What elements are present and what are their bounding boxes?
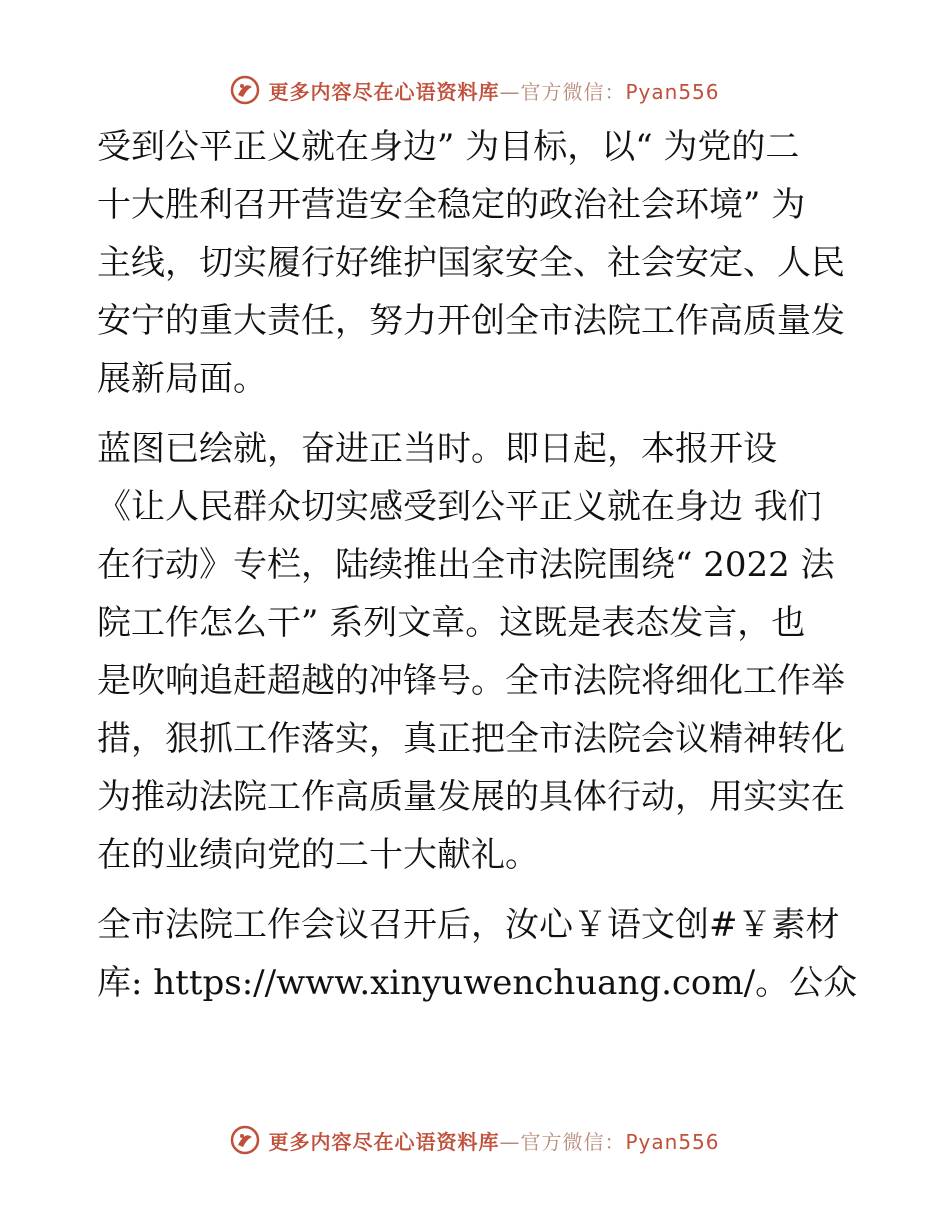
text-line: 库: https://www.xinyuwenchuang.com/。公众	[97, 963, 858, 1003]
header-official-label: 官方微信：	[520, 79, 626, 104]
paragraph-1	[97, 118, 857, 408]
text-line: 是吹响追赶超越的冲锋号。全市法院将细化工作举	[97, 661, 845, 701]
text-line: 院工作怎么干” 系列文章。这既是表态发言，也	[97, 603, 806, 643]
brand-logo-icon	[230, 1125, 260, 1155]
header-text	[268, 76, 719, 105]
text-line: 全市法院工作会议召开后，汝心￥语文创#￥素材	[97, 905, 840, 945]
text-line: 展新局面。	[97, 359, 267, 399]
text-line: 受到公平正义就在身边” 为目标，以“ 为党的二	[97, 127, 800, 167]
text-line: 在的业绩向党的二十大献礼。	[97, 835, 539, 875]
paragraph-2	[97, 420, 857, 884]
document-body	[97, 118, 857, 1024]
text-line: 蓝图已绘就，奋进正当时。即日起，本报开设	[97, 429, 777, 469]
header-wechat-id: Pyan556	[625, 79, 720, 104]
text-line: 在行动》专栏，陆续推出全市法院围绕“ 2022 法	[97, 545, 835, 585]
text-line: 安宁的重大责任，努力开创全市法院工作高质量发	[97, 301, 845, 341]
header-separator: —	[499, 79, 521, 104]
header-banner	[0, 70, 950, 110]
text-line: 主线，切实履行好维护国家安全、社会安定、人民	[97, 243, 845, 283]
footer-separator: —	[499, 1129, 521, 1154]
text-line: 为推动法院工作高质量发展的具体行动，用实实在	[97, 777, 845, 817]
footer-text	[268, 1126, 719, 1155]
footer-wechat-id: Pyan556	[625, 1129, 720, 1154]
header-brand: 更多内容尽在心语资料库	[268, 79, 500, 104]
footer-banner	[0, 1120, 950, 1160]
footer-official-label: 官方微信：	[520, 1129, 626, 1154]
text-line: 措，狠抓工作落实，真正把全市法院会议精神转化	[97, 719, 845, 759]
footer-brand: 更多内容尽在心语资料库	[268, 1129, 500, 1154]
paragraph-3	[97, 896, 857, 1012]
text-line: 《让人民群众切实感受到公平正义就在身边 我们	[97, 487, 822, 527]
brand-logo-icon	[230, 75, 260, 105]
text-line: 十大胜利召开营造安全稳定的政治社会环境” 为	[97, 185, 806, 225]
